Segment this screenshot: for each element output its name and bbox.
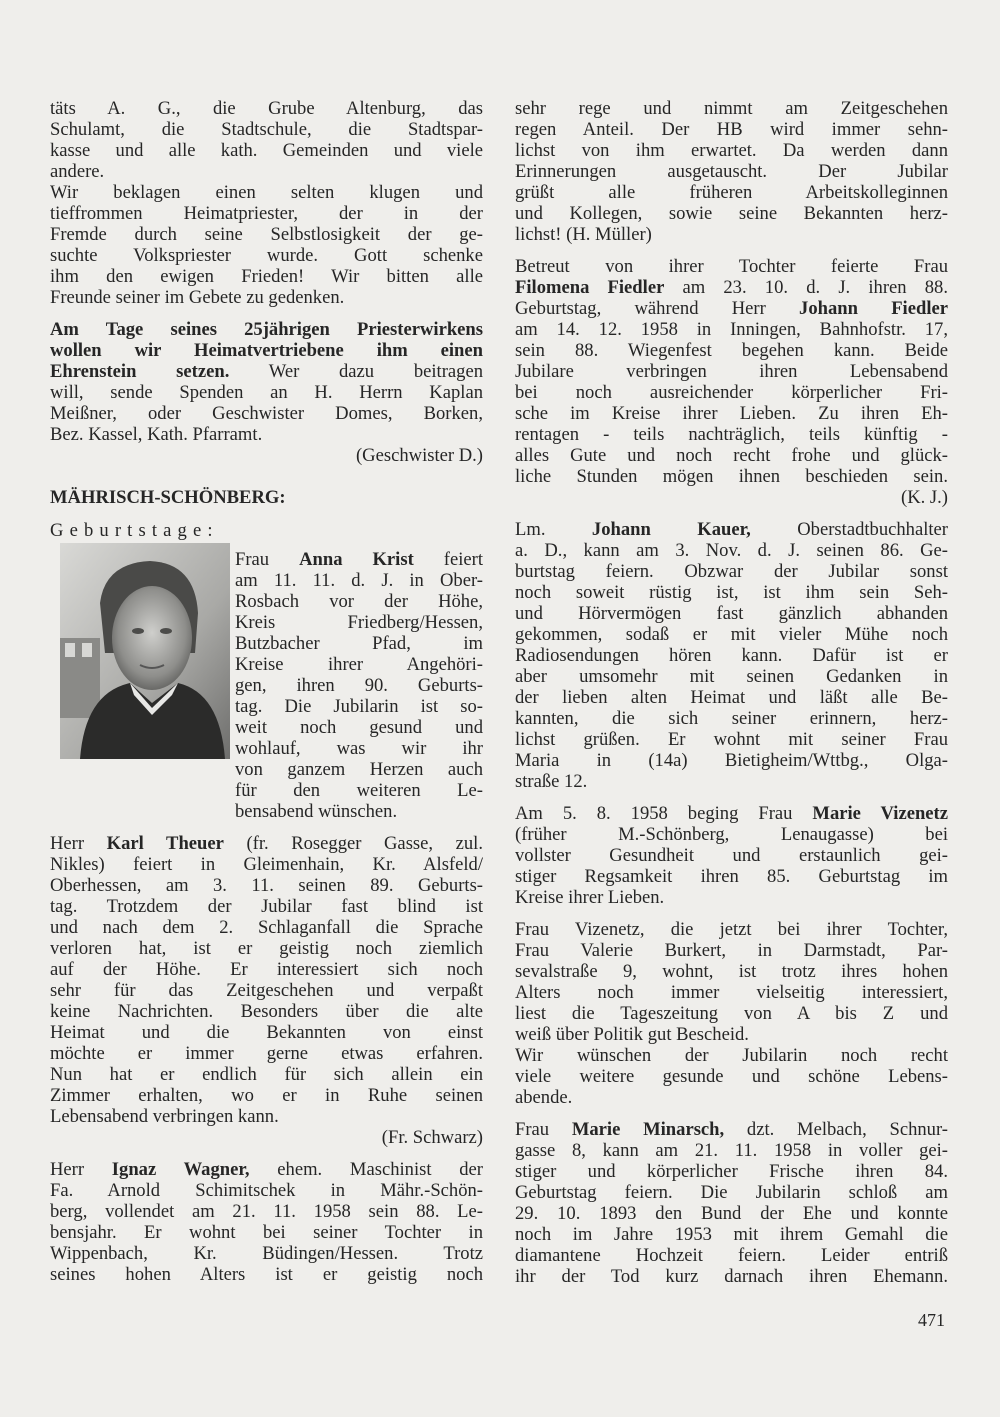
text-line xyxy=(50,959,483,980)
text-segment: abende. xyxy=(515,1087,573,1108)
text-line xyxy=(50,182,483,203)
paragraph xyxy=(515,919,948,1045)
text-segment: Geburtstage: xyxy=(50,520,219,541)
text-segment: Frau Valerie Burkert, in Darmstadt, Par- xyxy=(515,940,948,961)
text-segment: noch im Jahre 1953 mit ihrem Gemahl die xyxy=(515,1224,948,1245)
text-line xyxy=(515,340,948,361)
text-segment: Lebensabend verbringen kann. xyxy=(50,1106,279,1127)
text-line xyxy=(515,1161,948,1182)
text-line xyxy=(235,570,483,591)
text-line xyxy=(235,801,483,822)
text-segment: regen Anteil. Der HB wird immer sehn- xyxy=(515,119,948,140)
text-segment: Zimmer erhalten, wo er in Ruhe seinen xyxy=(50,1085,483,1106)
text-line xyxy=(235,759,483,780)
text-line xyxy=(515,1066,948,1087)
text-line xyxy=(235,612,483,633)
text-line xyxy=(515,1266,948,1287)
text-segment: und Kollegen, sowie seine Bekannten herz- xyxy=(515,203,948,224)
text-line xyxy=(50,403,483,424)
text-line xyxy=(515,961,948,982)
text-segment: tag. Die Jubilarin ist so- xyxy=(235,696,483,717)
text-line xyxy=(50,266,483,287)
text-line xyxy=(515,887,948,908)
text-segment: am 11. 11. d. J. in Ober- xyxy=(235,570,483,591)
text-segment: lichst von ihm erwartet. Da werden dann xyxy=(515,140,948,161)
text-segment: Bez. Kassel, Kath. Pfarramt. xyxy=(50,424,263,445)
bold-name: wollen wir Heimatvertriebene ihm einen xyxy=(50,340,483,361)
text-line xyxy=(515,982,948,1003)
text-line xyxy=(50,445,483,466)
text-segment: Nikles) feiert in Gleimenhain, Kr. Alsfeld/ xyxy=(50,854,483,875)
text-segment: Kreise ihrer Lieben. xyxy=(515,887,665,908)
text-segment: grüßt alle früheren Arbeitskolleginnen xyxy=(515,182,948,203)
text-segment: sehr rege und nimmt am Zeitgeschehen xyxy=(515,98,948,119)
text-segment: MÄHRISCH-SCHÖNBERG: xyxy=(50,487,286,508)
text-segment: bensabend wünschen. xyxy=(235,801,398,822)
text-line xyxy=(515,729,948,750)
text-segment: Meißner, oder Geschwister Domes, Borken, xyxy=(50,403,483,424)
text-segment: Herr xyxy=(50,833,107,854)
section-heading xyxy=(50,487,483,508)
text-line xyxy=(515,803,948,824)
text-segment: straße 12. xyxy=(515,771,588,792)
text-line xyxy=(235,738,483,759)
text-line xyxy=(515,140,948,161)
text-segment: diamantene Hochzeit feiern. Leider entriß xyxy=(515,1245,948,1266)
text-line xyxy=(50,203,483,224)
text-line xyxy=(515,1224,948,1245)
text-segment: kannten, die sich seiner erinnern, herz- xyxy=(515,708,948,729)
bold-name: Anna Krist xyxy=(299,549,414,570)
subheading xyxy=(50,520,483,541)
text-line xyxy=(50,1085,483,1106)
text-line xyxy=(50,980,483,1001)
text-segment: ehem. Maschinist der xyxy=(249,1159,483,1180)
text-segment: Rosbach vor der Höhe, xyxy=(235,591,483,612)
text-segment: von ganzem Herzen auch xyxy=(235,759,483,780)
text-segment: Freunde seiner im Gebete zu gedenken. xyxy=(50,287,345,308)
text-line xyxy=(235,780,483,801)
bold-name: Marie Vizenetz xyxy=(812,803,948,824)
text-segment: a. D., kann am 3. Nov. d. J. seinen 86. Ge- xyxy=(515,540,948,561)
text-line xyxy=(50,896,483,917)
text-segment: Frau xyxy=(235,549,300,570)
text-segment: Alters noch immer vielseitig interessiert, xyxy=(515,982,948,1003)
text-line xyxy=(515,119,948,140)
paragraph xyxy=(50,98,483,182)
paragraph xyxy=(515,803,948,908)
text-segment: Schulamt, die Stadtschule, die Stadtspar- xyxy=(50,119,483,140)
text-segment: Oberhessen, am 3. 11. seinen 89. Geburts- xyxy=(50,875,483,896)
text-line xyxy=(515,824,948,845)
text-segment: Kreise ihrer Angehöri- xyxy=(235,654,483,675)
text-line xyxy=(515,487,948,508)
text-line xyxy=(50,1201,483,1222)
text-line xyxy=(515,161,948,182)
paragraph xyxy=(50,833,483,1127)
text-line xyxy=(515,708,948,729)
text-line xyxy=(515,361,948,382)
text-line xyxy=(515,1087,948,1108)
text-line xyxy=(515,582,948,603)
text-line xyxy=(515,845,948,866)
text-line xyxy=(515,319,948,340)
text-segment: (K. J.) xyxy=(901,487,948,508)
bold-name: Johann Kauer, xyxy=(591,519,751,540)
text-segment: burtstag feiern. Obzwar der Jubilar sonst xyxy=(515,561,948,582)
text-segment: bei noch ausreichender körperlicher Fri- xyxy=(515,382,948,403)
text-line xyxy=(515,519,948,540)
text-segment: Oberstadtbuchhalter xyxy=(750,519,949,540)
signature xyxy=(50,445,483,466)
text-line xyxy=(50,1022,483,1043)
text-line xyxy=(515,403,948,424)
text-segment: viele weitere gesunde und schöne Lebens- xyxy=(515,1066,948,1087)
text-line xyxy=(50,1159,483,1180)
text-segment: Jubilare verbringen ihren Lebensabend xyxy=(515,361,948,382)
text-line xyxy=(50,875,483,896)
text-segment: Kreis Friedberg/Hessen, xyxy=(235,612,483,633)
text-segment: stiger und körperlicher Frische ihren 84. xyxy=(515,1161,948,1182)
bold-name: Ignaz Wagner, xyxy=(111,1159,250,1180)
text-segment: Wippenbach, Kr. Büdingen/Hessen. Trotz xyxy=(50,1243,483,1264)
text-segment: Fremde durch seine Selbstlosigkeit der ge- xyxy=(50,224,483,245)
text-line xyxy=(515,203,948,224)
paragraph xyxy=(50,319,483,445)
text-segment: (früher M.-Schönberg, Lenaugasse) bei xyxy=(515,824,948,845)
paragraph xyxy=(515,1045,948,1108)
text-segment: Heimat und die Bekannten von einst xyxy=(50,1022,483,1043)
text-segment: weiß über Politik gut Bescheid. xyxy=(515,1024,749,1045)
text-line xyxy=(50,319,483,340)
text-line xyxy=(515,98,948,119)
text-segment: 29. 10. 1893 den Bund der Ehe und konnte xyxy=(515,1203,948,1224)
text-segment: Betreut von ihrer Tochter feierte Frau xyxy=(515,256,948,277)
left-column xyxy=(50,98,483,1285)
text-segment: Wir wünschen der Jubilarin noch recht xyxy=(515,1045,948,1066)
text-line xyxy=(50,382,483,403)
text-segment: will, sende Spenden an H. Herrn Kaplan xyxy=(50,382,483,403)
text-line xyxy=(515,750,948,771)
text-segment: suchte Volkspriester wurde. Gott schenke xyxy=(50,245,483,266)
text-segment: Geburtstag feiern. Die Jubilarin schloß am xyxy=(515,1182,948,1203)
text-segment: (Geschwister D.) xyxy=(355,445,483,466)
text-line xyxy=(515,540,948,561)
text-segment: lichst grüßen. Er wohnt mit seiner Frau xyxy=(515,729,948,750)
text-segment: Lm. xyxy=(515,519,592,540)
text-line xyxy=(515,182,948,203)
right-column xyxy=(515,98,948,1287)
signature xyxy=(50,1127,483,1148)
text-line xyxy=(235,654,483,675)
text-segment: Wir beklagen einen selten klugen und xyxy=(50,182,483,203)
text-line xyxy=(50,424,483,445)
paragraph xyxy=(50,1159,483,1285)
text-line xyxy=(50,119,483,140)
text-segment: wohlauf, was wir ihr xyxy=(235,738,483,759)
text-line xyxy=(50,361,483,382)
paragraph xyxy=(515,98,948,245)
text-line xyxy=(515,1140,948,1161)
text-line xyxy=(515,603,948,624)
text-segment: sevalstraße 9, wohnt, ist trotz ihres hohen xyxy=(515,961,948,982)
text-segment: täts A. G., die Grube Altenburg, das xyxy=(50,98,483,119)
text-segment: Frau Vizenetz, die jetzt bei ihrer Tochter, xyxy=(515,919,948,940)
text-segment: Herr xyxy=(50,1159,112,1180)
text-segment: am 14. 12. 1958 in Inningen, Bahnhofstr. 17, xyxy=(515,319,948,340)
signature xyxy=(515,487,948,508)
text-line xyxy=(515,1182,948,1203)
text-segment: (fr. Rosegger Gasse, zul. xyxy=(223,833,483,854)
text-segment: tieffrommen Heimatpriester, der in der xyxy=(50,203,483,224)
text-line xyxy=(515,466,948,487)
paragraph xyxy=(515,1119,948,1287)
text-line xyxy=(515,298,948,319)
text-line xyxy=(515,445,948,466)
text-line xyxy=(50,487,483,508)
text-segment: verloren hat, ist er geistig noch ziemlich xyxy=(50,938,483,959)
text-segment: liche Stunden mögen ihnen beschieden sein. xyxy=(515,466,948,487)
text-line xyxy=(50,98,483,119)
text-segment: feiert xyxy=(413,549,483,570)
text-line xyxy=(50,1043,483,1064)
text-segment: vollster Gesundheit und erstaunlich gei- xyxy=(515,845,948,866)
text-line xyxy=(515,1003,948,1024)
text-segment: kasse und alle kath. Gemeinden und viele xyxy=(50,140,483,161)
text-line xyxy=(50,1001,483,1022)
text-segment: weit noch gesund und xyxy=(235,717,483,738)
text-segment: gen, ihren 90. Geburts- xyxy=(235,675,483,696)
text-segment: Fa. Arnold Schimitschek in Mähr.-Schön- xyxy=(50,1180,483,1201)
text-line xyxy=(515,687,948,708)
text-line xyxy=(235,549,483,570)
text-segment: berg, vollendet am 21. 11. 1958 sein 88. Le- xyxy=(50,1201,483,1222)
text-segment: Erinnerungen ausgetauscht. Der Jubilar xyxy=(515,161,948,182)
bold-name: Johann Fiedler xyxy=(799,298,948,319)
text-line xyxy=(50,833,483,854)
text-segment: Wer dazu beitragen xyxy=(229,361,484,382)
text-line xyxy=(515,1045,948,1066)
paragraph xyxy=(515,256,948,487)
text-line xyxy=(515,224,948,245)
text-line xyxy=(235,696,483,717)
text-line xyxy=(235,633,483,654)
text-line xyxy=(515,771,948,792)
text-segment: stiger Regsamkeit ihren 85. Geburtstag im xyxy=(515,866,948,887)
text-segment: lichst! (H. Müller) xyxy=(515,224,652,245)
text-segment: alles Gute und noch recht frohe und glück- xyxy=(515,445,948,466)
bold-name: Filomena Fiedler xyxy=(515,277,665,298)
text-segment: tag. Trotzdem der Jubilar fast blind ist xyxy=(50,896,483,917)
text-line xyxy=(515,866,948,887)
text-line xyxy=(515,256,948,277)
text-segment: Maria in (14a) Bietigheim/Wttbg., Olga- xyxy=(515,750,948,771)
text-line xyxy=(50,245,483,266)
text-line xyxy=(515,645,948,666)
text-segment: andere. xyxy=(50,161,105,182)
photo-paragraph xyxy=(50,549,483,822)
text-line xyxy=(50,917,483,938)
text-line xyxy=(50,1127,483,1148)
text-line xyxy=(515,277,948,298)
text-line xyxy=(50,1222,483,1243)
text-segment: Butzbacher Pfad, im xyxy=(235,633,483,654)
text-segment: rentagen - teils nachträglich, teils künftig - xyxy=(515,424,948,445)
text-line xyxy=(515,1245,948,1266)
text-segment: Nun hat er endlich für sich allein ein xyxy=(50,1064,483,1085)
text-segment: der lieben alten Heimat und läßt alle Be- xyxy=(515,687,948,708)
text-line xyxy=(50,520,483,541)
text-line xyxy=(515,624,948,645)
text-line xyxy=(50,854,483,875)
text-line xyxy=(515,561,948,582)
paragraph xyxy=(515,519,948,792)
text-segment: und nach dem 2. Schlaganfall die Sprache xyxy=(50,917,483,938)
text-line xyxy=(50,287,483,308)
text-segment: gasse 8, kann am 21. 11. 1958 in voller gei- xyxy=(515,1140,948,1161)
text-line xyxy=(515,424,948,445)
text-segment: möchte er immer gerne etwas erfahren. xyxy=(50,1043,483,1064)
text-line xyxy=(50,340,483,361)
text-line xyxy=(235,591,483,612)
text-segment: Am 5. 8. 1958 beging Frau xyxy=(515,803,813,824)
text-line xyxy=(515,1024,948,1045)
paragraph-text xyxy=(235,549,483,822)
text-segment: und Hörvermögen fast gänzlich abhanden xyxy=(515,603,948,624)
text-segment: Frau xyxy=(515,1119,572,1140)
text-line xyxy=(515,666,948,687)
paragraph xyxy=(50,182,483,308)
text-segment: am 23. 10. d. J. ihren 88. xyxy=(664,277,948,298)
bold-name: Karl Theuer xyxy=(106,833,224,854)
portrait-photo xyxy=(60,543,230,759)
bold-name: Ehrenstein setzen. xyxy=(50,361,230,382)
text-segment: Radiosendungen hören kann. Dafür ist er xyxy=(515,645,948,666)
text-line xyxy=(50,1243,483,1264)
text-line xyxy=(235,717,483,738)
text-segment: dzt. Melbach, Schnur- xyxy=(724,1119,948,1140)
text-line xyxy=(50,1264,483,1285)
text-segment: sein 88. Wiegenfest begehen kann. Beide xyxy=(515,340,948,361)
text-line xyxy=(50,1106,483,1127)
text-segment: sehr für das Zeitgeschehen und verpaßt xyxy=(50,980,483,1001)
text-segment: keine Nachrichten. Besonders über die alte xyxy=(50,1001,483,1022)
text-segment: ihm den ewigen Frieden! Wir bitten alle xyxy=(50,266,483,287)
bold-name: Am Tage seines 25jährigen Priesterwirkens xyxy=(50,319,483,340)
text-segment: gekommen, sodaß er mit vieler Mühe noch xyxy=(515,624,948,645)
text-segment: Geburtstag, während Herr xyxy=(515,298,800,319)
text-segment: aber umsomehr mit seinen Gedanken in xyxy=(515,666,948,687)
bold-name: Marie Minarsch, xyxy=(571,1119,725,1140)
text-segment: ihr der Tod kurz darnach ihren Ehemann. xyxy=(515,1266,948,1287)
text-line xyxy=(50,140,483,161)
text-segment: für den weiteren Le- xyxy=(235,780,483,801)
page-number: 471 xyxy=(918,1310,945,1330)
text-line xyxy=(515,382,948,403)
text-line xyxy=(50,1180,483,1201)
text-line xyxy=(515,919,948,940)
text-line xyxy=(50,938,483,959)
text-line xyxy=(515,1203,948,1224)
text-segment: (Fr. Schwarz) xyxy=(381,1127,483,1148)
text-line xyxy=(50,1064,483,1085)
text-line xyxy=(235,675,483,696)
text-line xyxy=(50,224,483,245)
text-segment: bensjahr. Er wohnt bei seiner Tochter in xyxy=(50,1222,483,1243)
text-line xyxy=(515,940,948,961)
text-segment: auf der Höhe. Er interessiert sich noch xyxy=(50,959,483,980)
text-segment: seines hohen Alters ist er geistig noch xyxy=(50,1264,483,1285)
text-segment: sche im Kreise ihrer Lieben. Zu ihren Eh- xyxy=(515,403,948,424)
text-segment: noch soweit rüstig ist, ist ihm sein Seh- xyxy=(515,582,948,603)
text-segment: liest die Tageszeitung von A bis Z und xyxy=(515,1003,948,1024)
text-line xyxy=(50,161,483,182)
text-line xyxy=(515,1119,948,1140)
